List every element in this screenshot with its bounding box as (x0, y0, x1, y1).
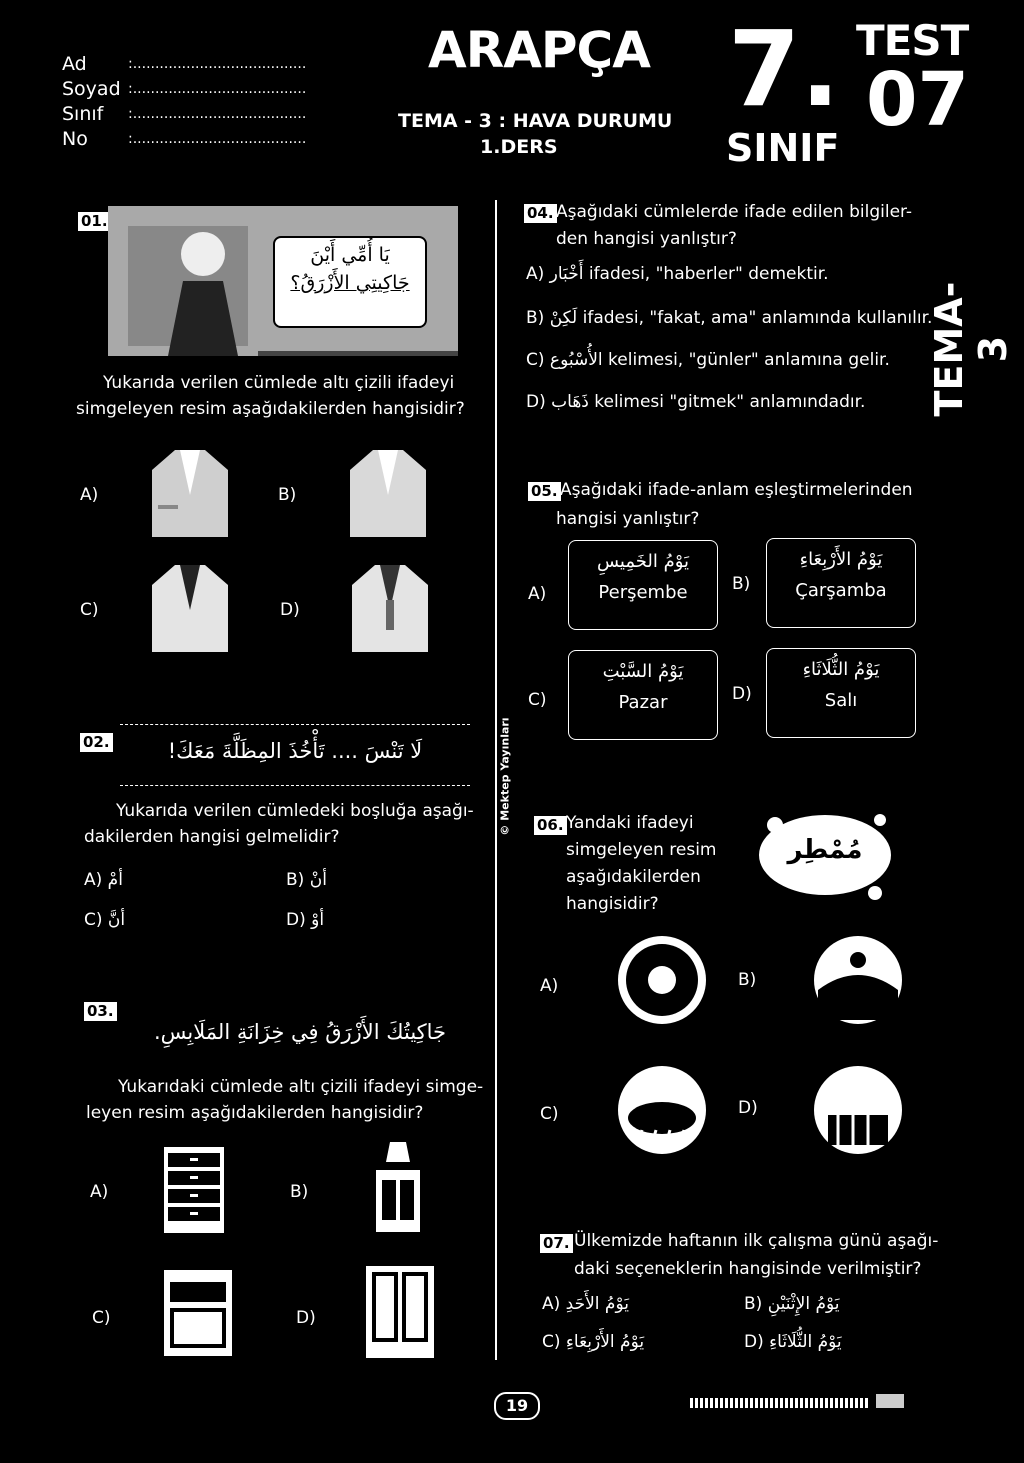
jacket-icon (350, 560, 430, 655)
test-word: TEST (856, 16, 969, 65)
question-number: 01. (78, 212, 111, 231)
option-value: أمْ (107, 870, 123, 890)
q5-option-a-box[interactable] (568, 540, 718, 630)
footer-barcode (690, 1398, 870, 1408)
number-field[interactable]: :....................................... (128, 131, 307, 147)
option-label: C) (526, 350, 545, 370)
class-field[interactable]: :....................................... (128, 106, 307, 122)
q2-text-line-1: Yukarıda verilen cümledeki boşluğa aşağı- (116, 801, 474, 821)
q3-sentence: جَاكِيتُكَ الأَزْرَقُ فِي خِزَانَةِ المَلَابِسِ. (153, 1020, 447, 1044)
q6-option-c-weather[interactable] (612, 1060, 712, 1160)
grade-word: SINIF (726, 126, 840, 170)
wardrobe-icon (364, 1264, 436, 1360)
q5-option-b-box[interactable] (766, 538, 916, 628)
option-turkish: Çarşamba (795, 580, 887, 601)
q1-option-d-jacket[interactable] (350, 560, 430, 655)
class-label: Sınıf (62, 103, 104, 125)
q6-option-b-label[interactable]: B) (738, 970, 757, 990)
bubble-line-2: جَاكِيتِي الأَزْرَقُ؟ (290, 272, 410, 294)
option-turkish: Salı (824, 690, 858, 711)
theme-title: TEMA - 3 : HAVA DURUMU (398, 110, 673, 132)
option-label: B) (744, 1294, 763, 1314)
question-number: 06. (534, 816, 567, 835)
option-value: يَوْمُ الثُّلَاثَاءِ (769, 1332, 842, 1352)
q4-option-a[interactable] (526, 264, 829, 284)
test-number: 07 (866, 57, 969, 143)
option-value: يَوْمُ الأَرْبِعَاءِ (565, 1332, 645, 1352)
q6-text-line-3: aşağıdakilerden (566, 867, 701, 887)
q2-option-d[interactable] (286, 910, 324, 930)
option-value: أنْ (309, 870, 327, 890)
option-label: C) (84, 910, 103, 930)
option-label: C) (542, 1332, 561, 1352)
q1-option-d-label[interactable]: D) (280, 600, 300, 620)
option-text: kelimesi "gitmek" anlamındadır. (594, 392, 866, 412)
q7-text-line-2: daki seçeneklerin hangisinde verilmiştir? (574, 1259, 922, 1279)
option-value: يَوْمُ الأَحَدِ (565, 1294, 629, 1314)
q5-option-a-label[interactable]: A) (528, 584, 547, 604)
q6-text-line-1: Yandaki ifadeyi (566, 813, 694, 833)
lesson-label: 1.DERS (480, 136, 558, 158)
option-text: ifadesi, "haberler" demektir. (588, 264, 829, 284)
q6-word: مُمْطِر (787, 835, 863, 865)
q6-option-c-label[interactable]: C) (540, 1104, 559, 1124)
option-arabic: يَوْمُ الثُّلَاثَاءِ (802, 659, 880, 680)
option-arabic: يَوْمُ الخَمِيسِ (596, 551, 690, 572)
number-label: No (62, 128, 88, 150)
q5-option-b-label[interactable]: B) (732, 574, 751, 594)
q3-option-c-label[interactable]: C) (92, 1308, 111, 1328)
jacket-icon (150, 560, 230, 655)
q2-sentence: لَا تَنْسَ .... تَأْخُذَ المِظَلَّةَ مَعَكَ! (167, 739, 423, 763)
option-text: ifadesi, "fakat, ama" anlamında kullanılır. (582, 308, 933, 328)
snow-icon (808, 930, 908, 1030)
option-label: D) (744, 1332, 764, 1352)
q1-option-c-jacket[interactable] (150, 560, 230, 655)
bubble-line-1: يَا أُمِّي أَيْنَ (310, 244, 390, 266)
q5-option-d-label[interactable]: D) (732, 684, 752, 704)
q2-option-a[interactable] (84, 870, 123, 890)
q1-illustration (108, 206, 458, 356)
option-value: أوْ (311, 910, 325, 930)
sun-icon (612, 930, 712, 1030)
jacket-icon (348, 445, 428, 540)
q4-option-d[interactable] (526, 392, 865, 412)
q1-option-c-label[interactable]: C) (80, 600, 99, 620)
nightstand-icon (368, 1140, 428, 1235)
page-number: 19 (494, 1392, 540, 1420)
publisher-label: © Mektep Yayınları (498, 717, 512, 836)
option-turkish: Perşembe (598, 582, 688, 603)
footer-logo (876, 1394, 904, 1408)
option-arabic: يَوْمُ الأَرْبِعَاءِ (799, 549, 883, 570)
q1-option-b-jacket[interactable] (348, 445, 428, 540)
q2-option-c[interactable] (84, 910, 125, 930)
q3-option-b-label[interactable]: B) (290, 1182, 309, 1202)
question-number: 03. (84, 1002, 117, 1021)
q4-text-line-2: den hangisi yanlıştır? (556, 229, 737, 249)
q6-text-line-2: simgeleyen resim (566, 840, 717, 860)
q7-option-c[interactable] (542, 1332, 644, 1352)
q1-option-a-jacket[interactable] (150, 445, 230, 540)
q5-text-line-1: Aşağıdaki ifade-anlam eşleştirmelerinden (560, 480, 913, 500)
question-number: 04. (524, 204, 557, 223)
q3-option-a-label[interactable]: A) (90, 1182, 109, 1202)
grade-number: 7. (728, 8, 840, 130)
option-value: يَوْمُ الإِثْنَيْنِ (767, 1294, 840, 1314)
q7-option-d[interactable] (744, 1332, 842, 1352)
q5-option-d-box[interactable] (766, 648, 916, 738)
q1-option-a-label[interactable]: A) (80, 485, 99, 505)
q7-option-b[interactable] (744, 1294, 840, 1314)
q7-option-a[interactable] (542, 1294, 629, 1314)
surname-field[interactable]: :....................................... (128, 81, 307, 97)
q4-text-line-1: Aşağıdaki cümlelerde ifade edilen bilgiler- (556, 202, 913, 222)
q4-option-c[interactable] (526, 350, 890, 370)
option-arabic: يَوْمُ السَّبْتِ (602, 661, 684, 682)
q4-option-b[interactable] (526, 308, 932, 328)
option-arabic: لَكِنْ (549, 308, 578, 328)
side-tab-label: TEMA-3 (927, 281, 1015, 417)
question-number: 02. (80, 733, 113, 752)
option-value: أنَّ (107, 910, 126, 930)
speech-bubble (273, 236, 427, 328)
q7-text-line-1: Ülkemizde haftanın ilk çalışma günü aşağı- (574, 1231, 939, 1251)
option-label: A) (542, 1294, 561, 1314)
q3-text-line-2: leyen resim aşağıdakilerden hangisidir? (86, 1103, 424, 1123)
name-label: Ad (62, 53, 87, 75)
q1-option-b-label[interactable]: B) (278, 485, 297, 505)
option-turkish: Pazar (618, 692, 668, 713)
q5-option-c-box[interactable] (568, 650, 718, 740)
option-label: D) (286, 910, 306, 930)
option-label: A) (84, 870, 103, 890)
option-arabic: ذَهَاب (551, 392, 589, 412)
q1-text-line-2: simgeleyen resim aşağıdakilerden hangisidir? (76, 399, 465, 419)
q3-option-a-dresser[interactable] (162, 1145, 226, 1235)
subject-title: ARAPÇA (428, 21, 650, 79)
question-number: 05. (528, 482, 561, 501)
q6-option-d-label[interactable]: D) (738, 1098, 758, 1118)
option-arabic: الأُسْبُوع (549, 350, 603, 370)
q6-option-a-label[interactable]: A) (540, 976, 559, 996)
q3-option-b-nightstand[interactable] (368, 1140, 428, 1235)
option-label: A) (526, 264, 545, 284)
column-divider (495, 200, 497, 1360)
q6-word-cloud (755, 805, 895, 905)
q5-text-line-2: hangisi yanlıştır? (556, 509, 700, 529)
q5-option-c-label[interactable]: C) (528, 690, 547, 710)
option-label: D) (526, 392, 546, 412)
side-tab (927, 250, 1015, 417)
q6-option-d-weather[interactable] (808, 1060, 908, 1160)
option-arabic: أَخْبَار (549, 264, 584, 284)
q6-option-a-weather[interactable] (612, 930, 712, 1030)
option-label: B) (286, 870, 305, 890)
option-label: B) (526, 308, 545, 328)
cloudy-icon (808, 1060, 908, 1160)
q2-text-line-2: dakilerden hangisi gelmelidir? (84, 827, 340, 847)
q2-sentence-box (120, 724, 470, 786)
drawer-chest-icon (162, 1145, 226, 1235)
option-text: kelimesi, "günler" anlamına gelir. (608, 350, 890, 370)
q6-text-line-4: hangisidir? (566, 894, 659, 914)
jacket-icon (150, 445, 230, 540)
name-field[interactable]: :....................................... (128, 56, 307, 72)
q1-text-line-1: Yukarıda verilen cümlede altı çizili ifadeyi (103, 373, 455, 393)
q3-option-c-cabinet[interactable] (162, 1268, 234, 1358)
q3-option-d-label[interactable]: D) (296, 1308, 316, 1328)
rain-icon (612, 1060, 712, 1160)
q6-option-b-weather[interactable] (808, 930, 908, 1030)
q2-option-b[interactable] (286, 870, 327, 890)
q3-text-line-1: Yukarıdaki cümlede altı çizili ifadeyi simge- (118, 1077, 484, 1097)
cabinet-icon (162, 1268, 234, 1358)
question-number: 07. (540, 1234, 573, 1253)
q3-option-d-wardrobe[interactable] (364, 1264, 436, 1360)
surname-label: Soyad (62, 78, 121, 100)
